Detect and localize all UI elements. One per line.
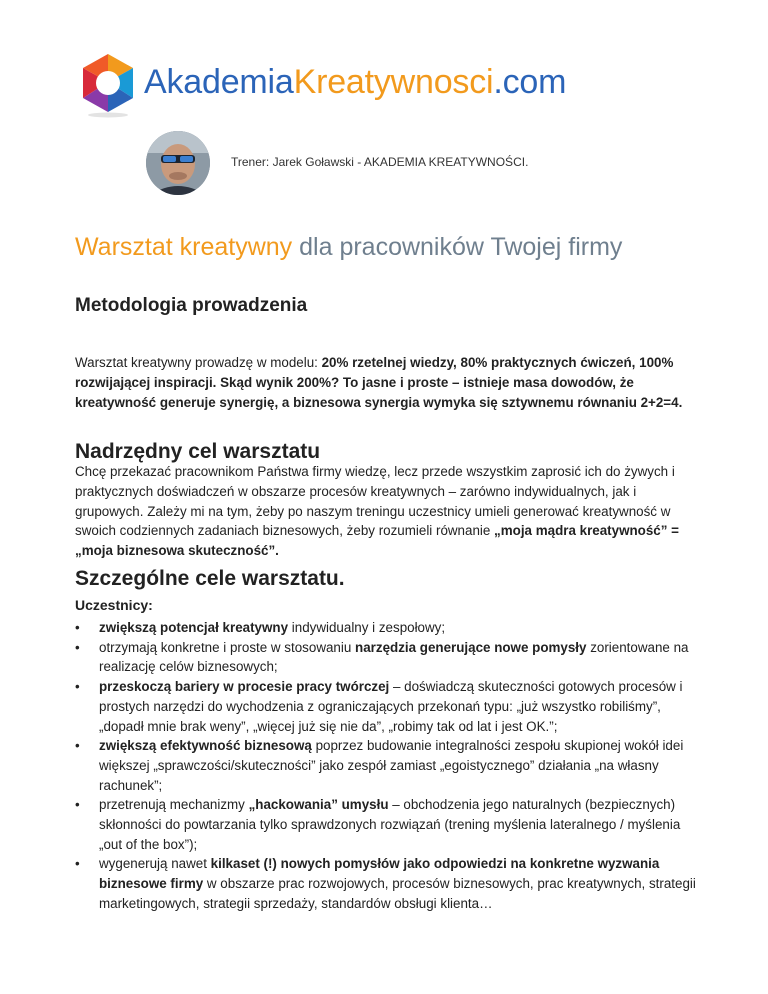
item-text: przetrenują mechanizmy bbox=[99, 797, 249, 813]
trainer-photo-icon bbox=[146, 131, 210, 195]
special-goals-list bbox=[75, 618, 703, 914]
item-bold: narzędzia generujące nowe pomysły bbox=[355, 639, 587, 655]
page-title-rest: dla pracowników Twojej firmy bbox=[292, 233, 623, 261]
logo-hexagon-icon bbox=[78, 52, 138, 118]
methodology-paragraph bbox=[75, 353, 700, 412]
special-goals-heading: Szczególne cele warsztatu. bbox=[75, 567, 345, 590]
goal-bold: „moja mądra kreatywność” = „moja biznesowa skuteczność”. bbox=[75, 523, 679, 559]
bullet-icon: • bbox=[75, 679, 80, 695]
item-text: w obszarze prac rozwojowych, procesów biznesowych, prac kreatywnych, strategii marketingowych, strategii sprzedaży, standardów obsługi klienta… bbox=[99, 876, 696, 911]
item-bold: zwiększą efektywność biznesową bbox=[99, 738, 312, 754]
methodology-bold: 20% rzetelnej wiedzy, 80% praktycznych ćwiczeń, 100% rozwijającej inspiracji. Skąd wynik 200%? To jasne i proste – istnieje masa dowodów, że kreatywność generuje synergię, a biznesowa synergia wymyka się sztywnemu równaniu 2+2=4. bbox=[75, 355, 683, 410]
trainer-caption: Trener: Jarek Goławski - AKADEMIA KREATYWNOŚCI. bbox=[231, 155, 529, 169]
bullet-icon: • bbox=[75, 797, 80, 813]
goal-heading: Nadrzędny cel warsztatu bbox=[75, 440, 321, 463]
item-text: otrzymają konkretne i proste w stosowaniu bbox=[99, 639, 356, 655]
trainer-avatar bbox=[146, 131, 210, 195]
page-title bbox=[75, 233, 622, 262]
list-item bbox=[75, 736, 703, 795]
item-text: wygenerują nawet bbox=[99, 856, 211, 872]
logo-wordmark bbox=[144, 60, 566, 104]
goal-paragraph bbox=[75, 462, 700, 561]
bullet-icon: • bbox=[75, 620, 80, 635]
list-item bbox=[75, 677, 703, 736]
participants-label: Uczestnicy: bbox=[75, 597, 153, 613]
item-text: – doświadczą skuteczności gotowych procesów i prostych narzędzi do wychodzenia z ograniczających przekonań typu: „już wszystko robiliśmy”, „dopadł mnie brak weny”, „więcej już się nie da”, „robimy tak od lat i jest OK.”; bbox=[99, 679, 683, 734]
bullet-icon: • bbox=[75, 639, 80, 655]
logo-part-akademia: Akademia bbox=[144, 63, 294, 101]
item-bold: przeskoczą bariery w procesie pracy twórczej bbox=[99, 679, 390, 695]
list-item bbox=[75, 638, 703, 677]
list-item bbox=[75, 854, 703, 913]
logo[interactable] bbox=[78, 50, 578, 122]
methodology-heading: Metodologia prowadzenia bbox=[75, 295, 308, 316]
item-text: indywidualny i zespołowy; bbox=[288, 620, 446, 635]
item-bold: kilkaset (!) nowych pomysłów jako odpowiedzi na konkretne wyzwania biznesowe firmy bbox=[99, 856, 660, 892]
bullet-icon: • bbox=[75, 856, 80, 872]
methodology-intro: Warsztat kreatywny prowadzę w modelu: bbox=[75, 355, 322, 370]
list-item bbox=[75, 618, 703, 638]
bullet-icon: • bbox=[75, 738, 80, 754]
item-text: – obchodzenia jego naturalnych (bezpiecznych) skłonności do powtarzania tylko sprawdzonych rozwiązań (trening myślenia lateralnego / myślenia „out of the box”); bbox=[99, 797, 681, 852]
logo-part-kreatywnosci: Kreatywnosci bbox=[293, 63, 494, 101]
item-text: zorientowane na realizację celów biznesowych; bbox=[99, 639, 689, 675]
item-bold: „hackowania” umysłu bbox=[248, 797, 389, 813]
item-text: poprzez budowanie integralności zespołu skupionej wokół idei większej „sprawczości/skuteczności” jako zespół zamiast „egoistycznego” działania „na własny rachunek”; bbox=[99, 738, 684, 793]
logo-part-domain: .com bbox=[493, 63, 567, 101]
item-bold: zwiększą potencjał kreatywny bbox=[99, 620, 289, 635]
page-title-highlight: Warsztat kreatywny bbox=[75, 233, 293, 261]
goal-text: Chcę przekazać pracownikom Państwa firmy wiedzę, lecz przede wszystkim zaprosić ich do żywych i praktycznych doświadczeń w obszarze procesów kreatywnych – zarówno indywidualnych, jak i grupowych. Zależy mi na tym, żeby po naszym treningu uczestnicy umieli generować kreatywność w swoich codziennych zadaniach biznesowych, żeby rozumieli równanie bbox=[75, 464, 675, 539]
list-item bbox=[75, 795, 703, 854]
trainer-row bbox=[146, 131, 666, 197]
